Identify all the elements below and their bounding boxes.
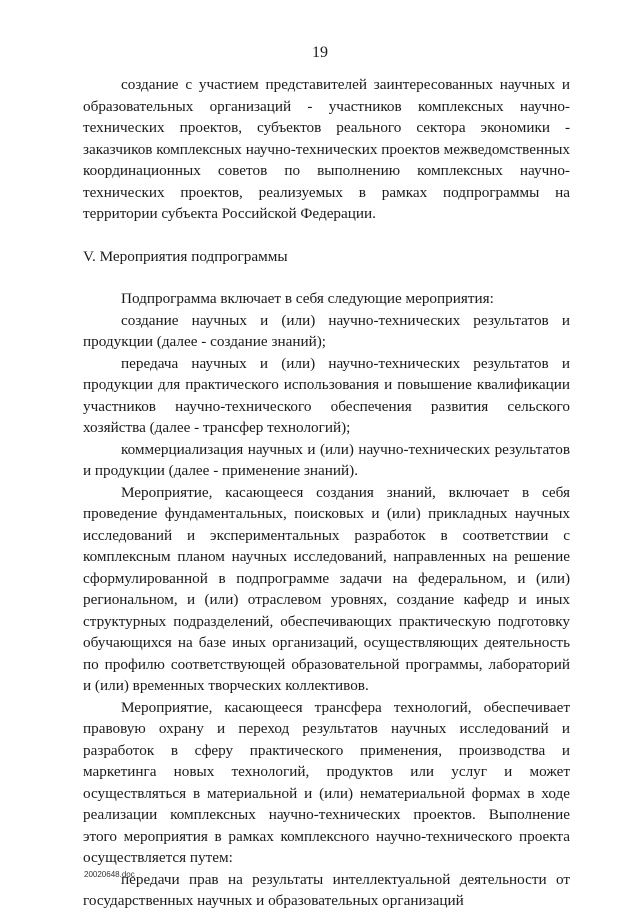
list-item-technology-transfer: передача научных и (или) научно-технических результатов и продукции для практического использования и повышение квалификации участников научно-технического обеспечения развития сельского хозяйства (далее - трансфер технологий);: [83, 354, 570, 436]
document-body: [83, 74, 570, 912]
paragraph-intro: Подпрограмма включает в себя следующие мероприятия:: [121, 290, 494, 307]
paragraph-knowledge-creation: Мероприятие, касающееся создания знаний, включает в себя проведение фундаментальных, поисковых и (или) прикладных научных исследований и экспериментальных разработок в соответствии с комплексным планом научных исследований, направленных на решение сформулированной в подпрограмме задачи на федеральном, и (или) региональном, и (или) отраслевом уровнях, создание кафедр и иных структурных подразделений, обеспечивающих практическую подготовку обучающихся на базе иных организаций, осуществляющих деятельность по профилю соответствующей образовательной программы, лабораторий и (или) временных творческих коллективов.: [83, 483, 570, 694]
footer-filename: 20020648.doc: [84, 870, 135, 879]
section-heading: V. Мероприятия подпрограммы: [83, 247, 288, 265]
page-number: 19: [312, 44, 328, 61]
paragraph-technology-transfer: Мероприятие, касающееся трансфера технологий, обеспечивает правовую охрану и переход результатов научных исследований и разработок в сферу практического применения, производства и маркетинга новых технологий, продуктов или услуг и может осуществляться в материальной и (или) нематериальной формах в ходе реализации комплексных научно-технических проектов. Выполнение этого мероприятия в рамках комплексного научно-технического проекта осуществляется путем:: [83, 698, 570, 866]
paragraph-rights-transfer: передачи прав на результаты интеллектуальной деятельности от государственных научных и образовательных организаций: [83, 870, 570, 909]
paragraph-councils: создание с участием представителей заинтересованных научных и образовательных организаций - участников комплексных научно-технических проектов, субъектов реального сектора экономики - заказчиков комплексных научно-технических проектов межведомственных координационных советов по выполнению комплексных научно-технических проектов, реализуемых в рамках подпрограммы на территории субъекта Российской Федерации.: [83, 76, 571, 222]
list-item-knowledge-application: коммерциализация научных и (или) научно-технических результатов и продукции (далее - применение знаний).: [83, 440, 570, 479]
list-item-knowledge-creation: создание научных и (или) научно-технических результатов и продукции (далее - создание знаний);: [83, 311, 570, 350]
